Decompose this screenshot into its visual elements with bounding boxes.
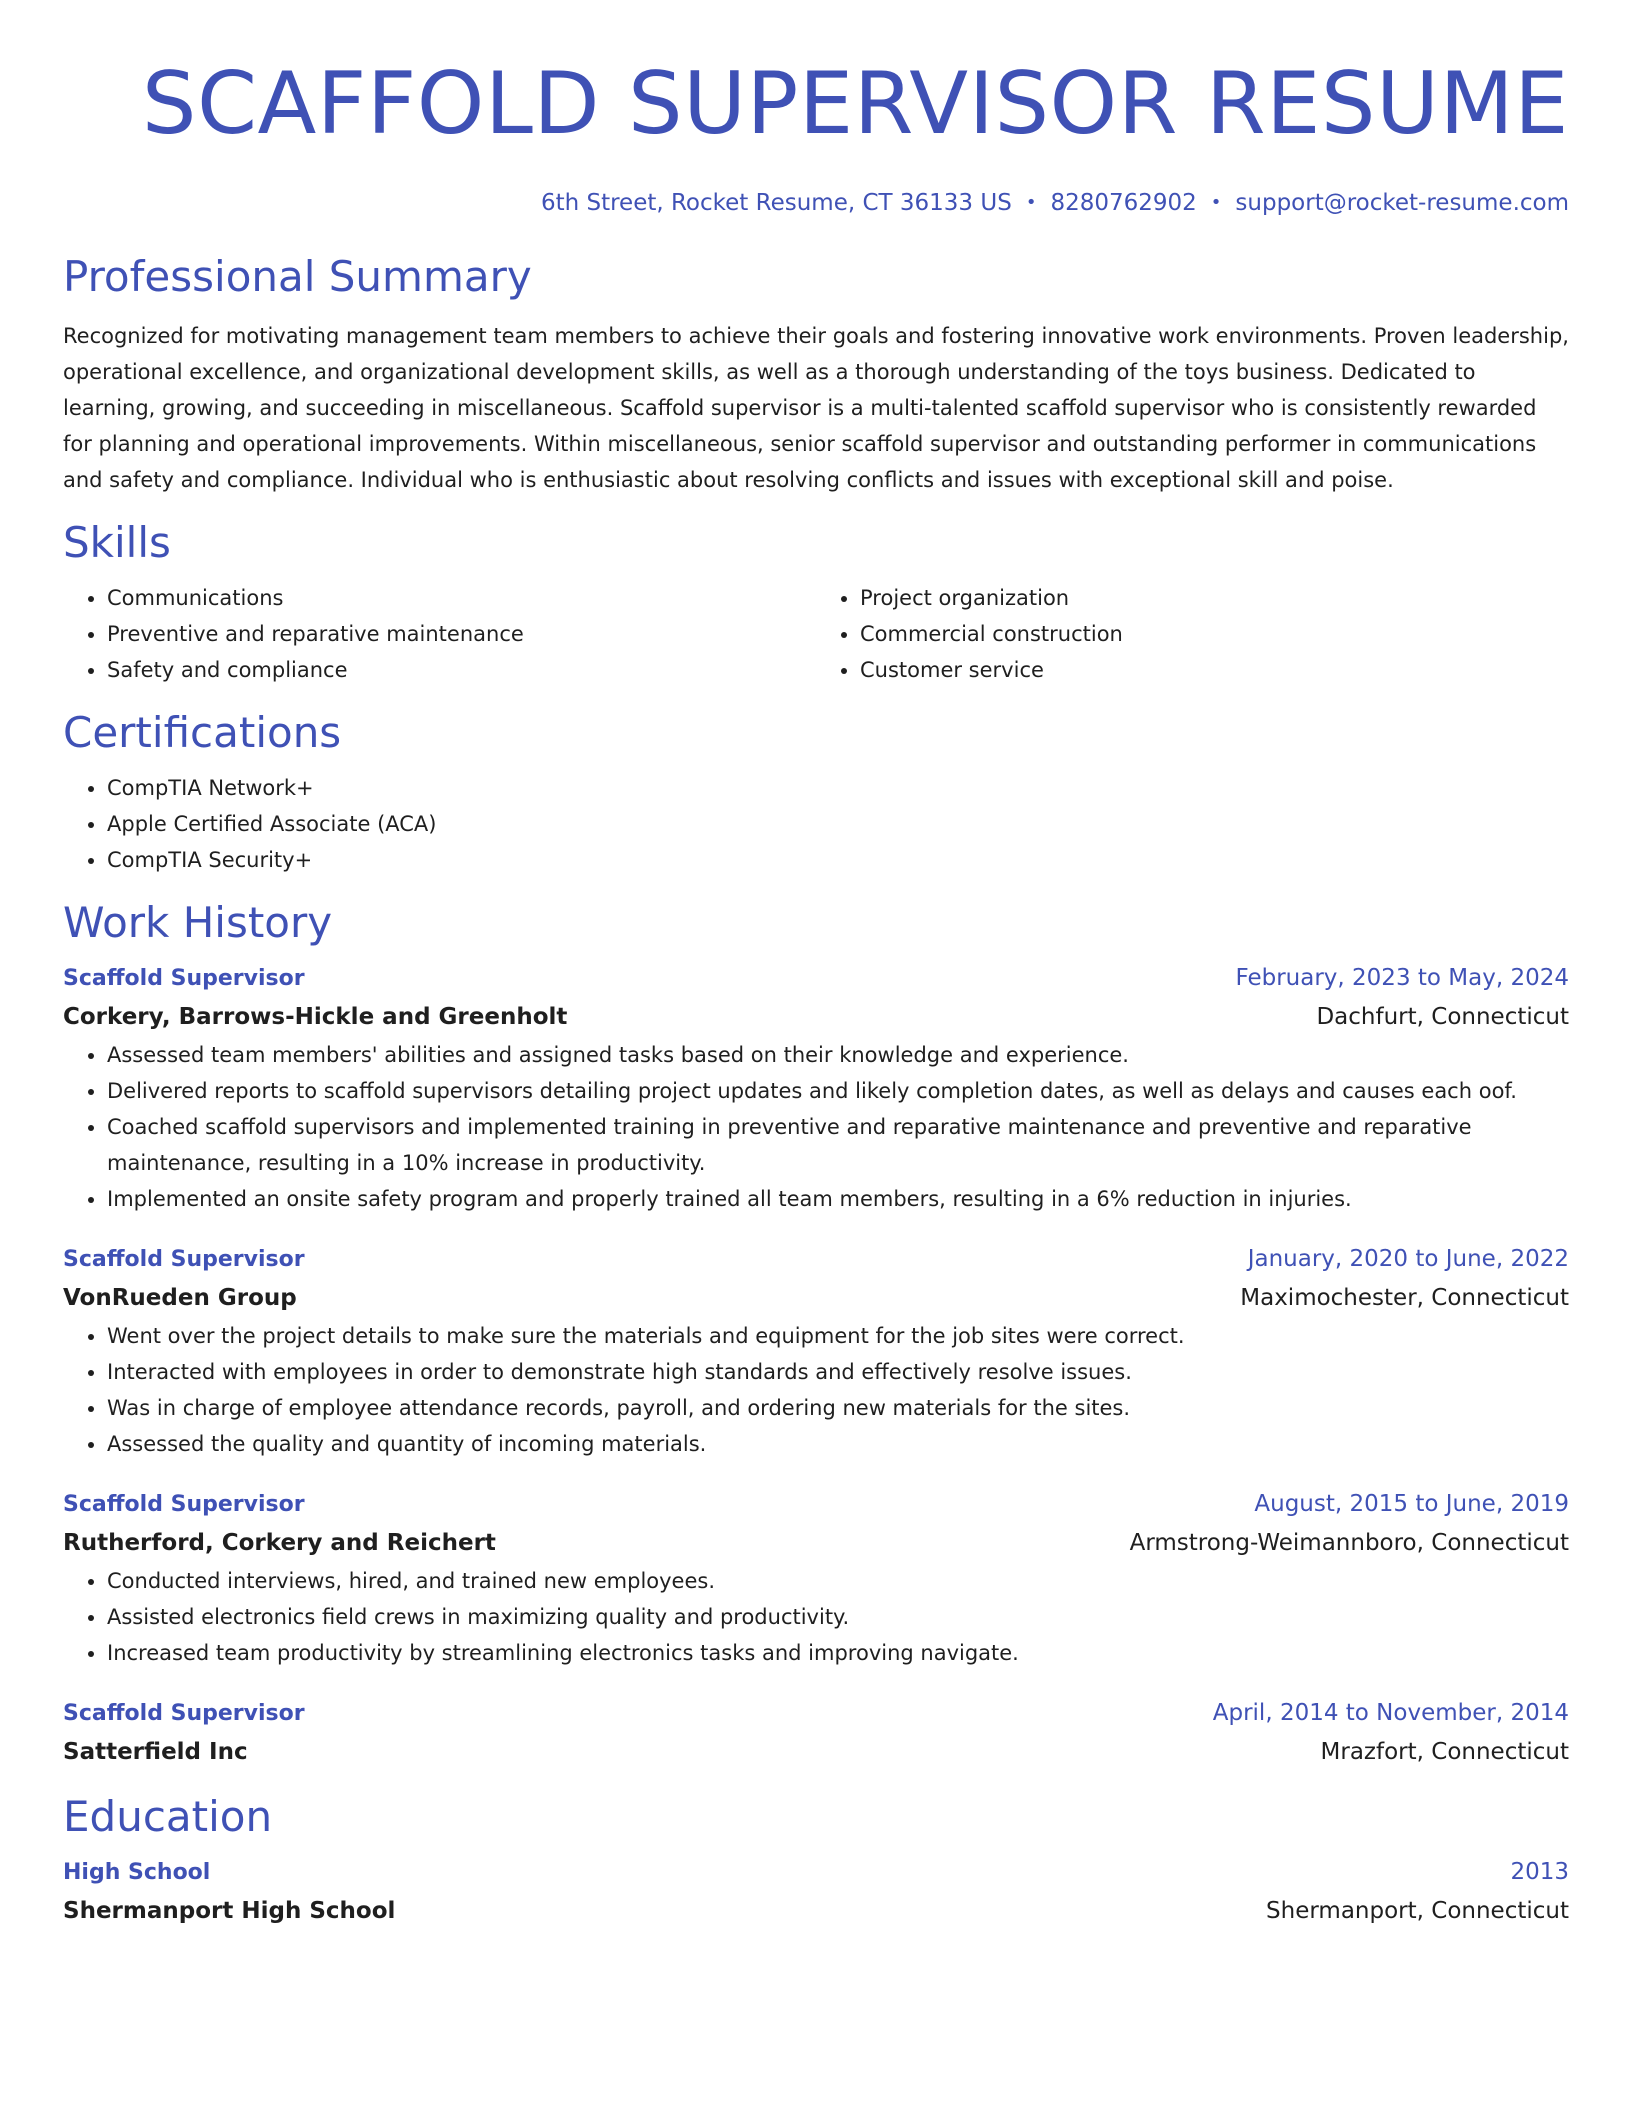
job-entry <box>63 960 1569 1217</box>
job-location: Mrazfort, Connecticut <box>1320 1739 1569 1765</box>
job-company: Rutherford, Corkery and Reichert <box>63 1530 496 1556</box>
contact-phone: 8280762902 <box>1050 190 1197 216</box>
contact-email[interactable]: support@rocket-resume.com <box>1235 190 1569 216</box>
job-bullets <box>63 1563 1569 1671</box>
skill-item: • Safety and compliance <box>107 652 816 688</box>
contact-separator: • <box>1210 192 1222 213</box>
skill-item: • Preventive and reparative maintenance <box>107 616 816 652</box>
job-company: Corkery, Barrows-Hickle and Greenholt <box>63 1004 568 1030</box>
job-bullet: • Interacted with employees in order to demonstrate high standards and effectively resolve issues. <box>107 1354 1569 1390</box>
job-entry <box>63 1695 1569 1772</box>
job-dates: February, 2023 to May, 2024 <box>1235 965 1569 991</box>
job-bullet: • Increased team productivity by streamlining electronics tasks and improving navigate. <box>107 1635 1569 1671</box>
contact-address: 6th Street, Rocket Resume, CT 36133 US <box>540 190 1012 216</box>
section-title-skills: Skills <box>63 518 171 567</box>
job-dates: August, 2015 to June, 2019 <box>1254 1491 1569 1517</box>
certification-item: • CompTIA Network+ <box>107 770 1569 806</box>
job-dates: January, 2020 to June, 2022 <box>1247 1246 1569 1272</box>
resume-header <box>63 0 1569 218</box>
job-title: Scaffold Supervisor <box>63 966 305 991</box>
skill-item: • Customer service <box>860 652 1569 688</box>
job-location: Maximochester, Connecticut <box>1240 1285 1569 1311</box>
summary-text: Recognized for motivating management team members to achieve their goals and fostering innovative work environments. Proven leadership, operational excellence, and organizational development skills, as well as a thorough understanding of the toys business. Dedicated to learning, growing, and succeeding in miscellaneous. Scaffold supervisor is a multi-talented scaffold supervisor who is consistently rewarded for planning and operational improvements. Within miscellaneous, senior scaffold supervisor and outstanding performer in communications and safety and compliance. Individual who is enthusiastic about resolving conflicts and issues with exceptional skill and poise. <box>63 324 1569 492</box>
education-degree: High School <box>63 1860 211 1885</box>
skill-item: • Communications <box>107 580 816 616</box>
section-title-certifications: Certifications <box>63 708 342 757</box>
certification-item: • CompTIA Security+ <box>107 842 1569 878</box>
job-bullet: • Assessed the quality and quantity of incoming materials. <box>107 1426 1569 1462</box>
job-bullets <box>63 1037 1569 1217</box>
job-bullet: • Assisted electronics field crews in maximizing quality and productivity. <box>107 1599 1569 1635</box>
job-company: Satterfield Inc <box>63 1739 248 1765</box>
section-title-education: Education <box>63 1792 273 1841</box>
section-title-summary: Professional Summary <box>63 252 532 301</box>
contact-line <box>63 188 1569 218</box>
resume-name: SCAFFOLD SUPERVISOR RESUME <box>141 54 1569 154</box>
job-bullet: • Delivered reports to scaffold supervisors detailing project updates and likely completion dates, as well as delays and causes each oof. <box>107 1073 1569 1109</box>
job-title: Scaffold Supervisor <box>63 1492 305 1517</box>
job-location: Armstrong-Weimannboro, Connecticut <box>1129 1530 1569 1556</box>
job-location: Dachfurt, Connecticut <box>1316 1004 1569 1030</box>
job-bullet: • Conducted interviews, hired, and trained new employees. <box>107 1563 1569 1599</box>
education-school: Shermanport High School <box>63 1898 396 1924</box>
skill-item: • Project organization <box>860 580 1569 616</box>
job-bullet: • Coached scaffold supervisors and implemented training in preventive and reparative maintenance and preventive and reparative maintenance, resulting in a 10% increase in productivity. <box>107 1109 1569 1181</box>
skills-column-left <box>63 580 816 688</box>
skill-item: • Commercial construction <box>860 616 1569 652</box>
contact-separator: • <box>1025 192 1037 213</box>
job-bullet: • Implemented an onsite safety program and properly trained all team members, resulting in a 6% reduction in injuries. <box>107 1181 1569 1217</box>
skills-list <box>63 580 1569 688</box>
education-entry <box>63 1854 1569 1931</box>
certifications-list <box>63 770 1569 878</box>
job-title: Scaffold Supervisor <box>63 1247 305 1272</box>
job-bullet: • Went over the project details to make sure the materials and equipment for the job sites were correct. <box>107 1318 1569 1354</box>
job-entry <box>63 1241 1569 1462</box>
job-bullet: • Assessed team members' abilities and assigned tasks based on their knowledge and experience. <box>107 1037 1569 1073</box>
job-title: Scaffold Supervisor <box>63 1701 305 1726</box>
section-title-work-history: Work History <box>63 898 333 947</box>
job-dates: April, 2014 to November, 2014 <box>1212 1700 1569 1726</box>
certification-item: • Apple Certified Associate (ACA) <box>107 806 1569 842</box>
education-location: Shermanport, Connecticut <box>1266 1898 1569 1924</box>
education-year: 2013 <box>1510 1859 1569 1885</box>
job-entry <box>63 1486 1569 1671</box>
job-company: VonRueden Group <box>63 1285 297 1311</box>
job-bullet: • Was in charge of employee attendance records, payroll, and ordering new materials for the sites. <box>107 1390 1569 1426</box>
job-bullets <box>63 1318 1569 1462</box>
skills-column-right <box>816 580 1569 688</box>
